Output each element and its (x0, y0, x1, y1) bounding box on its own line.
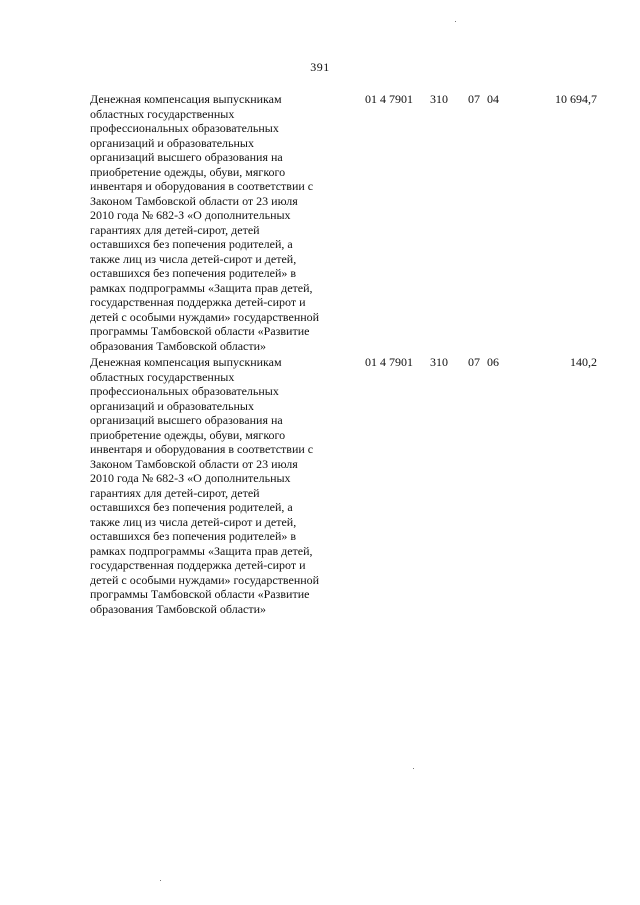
scan-speck (455, 21, 456, 22)
target-article-code: 01 4 7901 (365, 92, 413, 106)
amount-value: 140,2 (570, 355, 597, 369)
section-code: 07 06 (468, 355, 499, 369)
expense-type-code: 310 (430, 92, 448, 106)
scan-speck (160, 880, 161, 881)
page-number: 391 (310, 60, 330, 74)
row-description: Денежная компенсация выпускникам областных государственных профессиональных образовательных организаций и образовательных организаций высшего образования на приобретение одежды, обуви, мягкого инвентаря и оборудования в соответствии с Законом Тамбовской области от 23 июля 2010 года № 682-З «О дополнительных гарантиях для детей-сирот, детей оставшихся без попечения родителей, а также лиц из числа детей-сирот и детей, оставшихся без попечения родителей» в рамках подпрограммы «Защита прав детей, государственная поддержка детей-сирот и детей с особыми нуждами» государственной программы Тамбовской области «Развитие образования Тамбовской области» (90, 92, 320, 353)
row-description: Денежная компенсация выпускникам областных государственных профессиональных образовательных организаций и образовательных организаций высшего образования на приобретение одежды, обуви, мягкого инвентаря и оборудования в соответствии с Законом Тамбовской области от 23 июля 2010 года № 682-З «О дополнительных гарантиях для детей-сирот, детей оставшихся без попечения родителей, а также лиц из числа детей-сирот и детей, оставшихся без попечения родителей» в рамках подпрограммы «Защита прав детей, государственная поддержка детей-сирот и детей с особыми нуждами» государственной программы Тамбовской области «Развитие образования Тамбовской области» (90, 355, 320, 616)
scan-speck (413, 768, 414, 769)
budget-table (90, 92, 600, 618)
table-row (90, 92, 600, 353)
target-article-code: 01 4 7901 (365, 355, 413, 369)
amount-value: 10 694,7 (555, 92, 597, 106)
expense-type-code: 310 (430, 355, 448, 369)
section-code: 07 04 (468, 92, 499, 106)
table-row (90, 355, 600, 616)
